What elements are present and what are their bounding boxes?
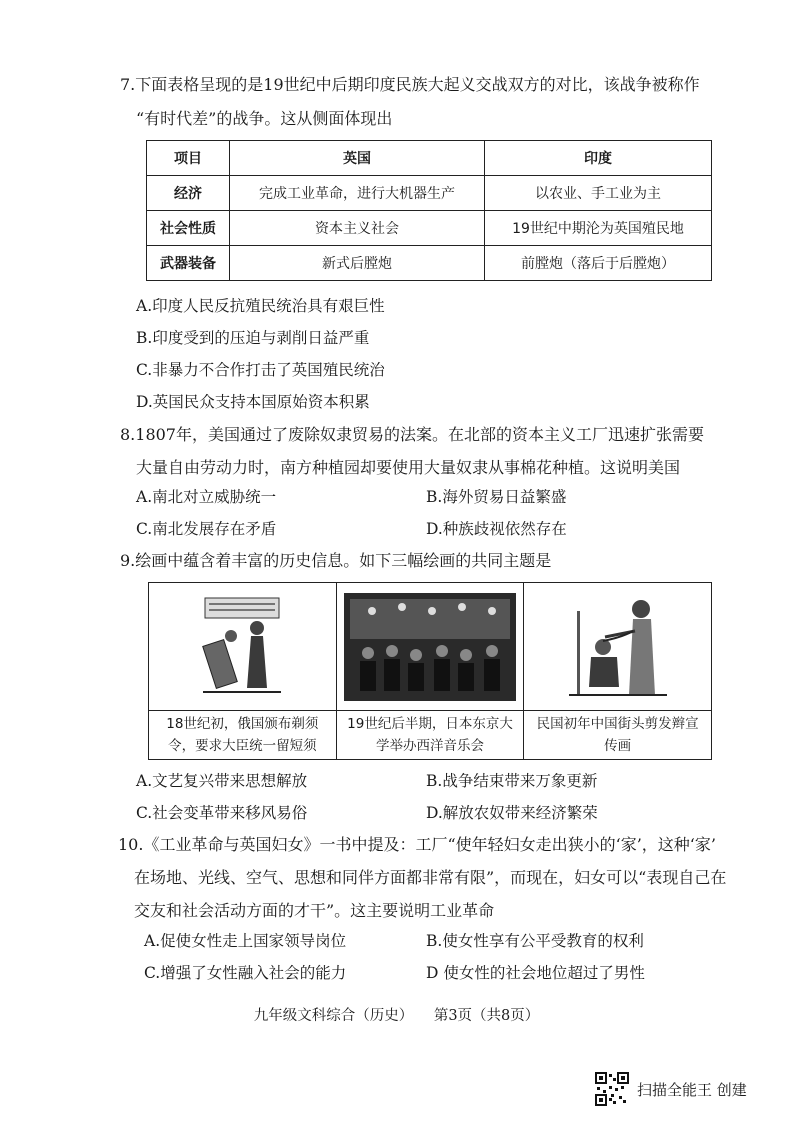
table-cell: 完成工业革命，进行大机器生产 <box>230 176 485 211</box>
question-9 <box>120 546 551 576</box>
q10-option-d: D 使女性的社会地位超过了男性 <box>426 964 645 982</box>
q7-option-b: B.印度受到的压迫与剥削日益严重 <box>136 329 370 347</box>
q7-stem-line2: “有时代差”的战争。这从侧面体现出 <box>136 109 393 128</box>
picture-caption: 18世纪初，俄国颁布剃须令，要求大臣统一留短须 <box>166 716 319 754</box>
q8-option-c: C.南北发展存在矛盾 <box>136 520 277 538</box>
q10-option-a: A.促使女性走上国家领导岗位 <box>144 932 347 950</box>
watermark-text: 扫描全能王 创建 <box>637 1080 747 1099</box>
table-cell: 社会性质 <box>147 211 230 246</box>
table-row <box>147 246 712 281</box>
q10-stem-line2: 在场地、光线、空气、思想和同伴方面都非常有限”，而现在，妇女可以“表现自己在 <box>134 868 727 887</box>
footer-subject: 九年级文科综合（历史） <box>253 1008 414 1024</box>
question-7 <box>120 70 700 134</box>
beard-cutting-illustration <box>149 583 336 711</box>
q7-comparison-table <box>146 140 712 281</box>
table-row <box>147 211 712 246</box>
table-header-cell: 英国 <box>230 141 485 176</box>
footer-page-number: 第3页（共8页） <box>433 1008 540 1024</box>
q8-option-d: D.种族歧视依然存在 <box>426 520 567 538</box>
q9-option-c: C.社会变革带来移风易俗 <box>136 804 308 822</box>
q7-option-d: D.英国民众支持本国原始资本积累 <box>136 393 370 411</box>
table-cell: 经济 <box>147 176 230 211</box>
q10-option-b: B.使女性享有公平受教育的权利 <box>426 932 644 950</box>
picture-caption: 民国初年中国街头剪发辫宣传画 <box>536 716 699 754</box>
qr-code-icon <box>595 1072 629 1106</box>
scanner-watermark <box>595 1072 747 1106</box>
question-8 <box>120 420 704 483</box>
picture-panel <box>149 583 337 759</box>
table-header-cell: 印度 <box>485 141 712 176</box>
q9-stem-line1: 9.绘画中蕴含着丰富的历史信息。如下三幅绘画的共同主题是 <box>120 551 552 570</box>
question-10 <box>118 830 726 926</box>
table-cell: 新式后膛炮 <box>230 246 485 281</box>
table-cell: 武器装备 <box>147 246 230 281</box>
table-cell: 前膛炮（落后于后膛炮） <box>485 246 712 281</box>
q7-stem-line1: 7.下面表格呈现的是19世纪中后期印度民族大起义交战双方的对比，该战争被称作 <box>120 75 700 94</box>
q10-option-c: C.增强了女性融入社会的能力 <box>144 964 347 982</box>
q7-option-a: A.印度人民反抗殖民统治具有艰巨性 <box>136 297 385 315</box>
concert-illustration <box>337 583 524 711</box>
q9-option-b: B.战争结束带来万象更新 <box>426 772 598 790</box>
q8-option-a: A.南北对立威胁统一 <box>136 488 277 506</box>
table-header-cell: 项目 <box>147 141 230 176</box>
table-cell: 19世纪中期沦为英国殖民地 <box>485 211 712 246</box>
q8-option-b: B.海外贸易日益繁盛 <box>426 488 567 506</box>
q8-stem-line1: 8.1807年，美国通过了废除奴隶贸易的法案。在北部的资本主义工厂迅速扩张需要 <box>120 425 704 444</box>
q8-stem-line2: 大量自由劳动力时，南方种植园却要使用大量奴隶从事棉花种植。这说明美国 <box>136 458 681 477</box>
table-cell: 以农业、手工业为主 <box>485 176 712 211</box>
table-row <box>147 176 712 211</box>
q9-pictures <box>148 582 712 760</box>
picture-panel <box>524 583 711 759</box>
q7-option-c: C.非暴力不合作打击了英国殖民统治 <box>136 361 385 379</box>
picture-caption: 19世纪后半期，日本东京大学举办西洋音乐会 <box>347 716 513 754</box>
q9-option-a: A.文艺复兴带来思想解放 <box>136 772 308 790</box>
picture-panel <box>337 583 525 759</box>
table-cell: 资本主义社会 <box>230 211 485 246</box>
table-header-row <box>147 141 712 176</box>
q9-option-d: D.解放农奴带来经济繁荣 <box>426 804 598 822</box>
q10-stem-line1: 10.《工业革命与英国妇女》一书中提及：工厂“使年轻妇女走出狭小的‘家’，这种‘家’ <box>118 835 716 854</box>
page-footer <box>0 1004 793 1025</box>
q10-stem-line3: 交友和社会活动方面的才干”。这主要说明工业革命 <box>134 901 495 920</box>
queue-cutting-illustration <box>524 583 711 711</box>
